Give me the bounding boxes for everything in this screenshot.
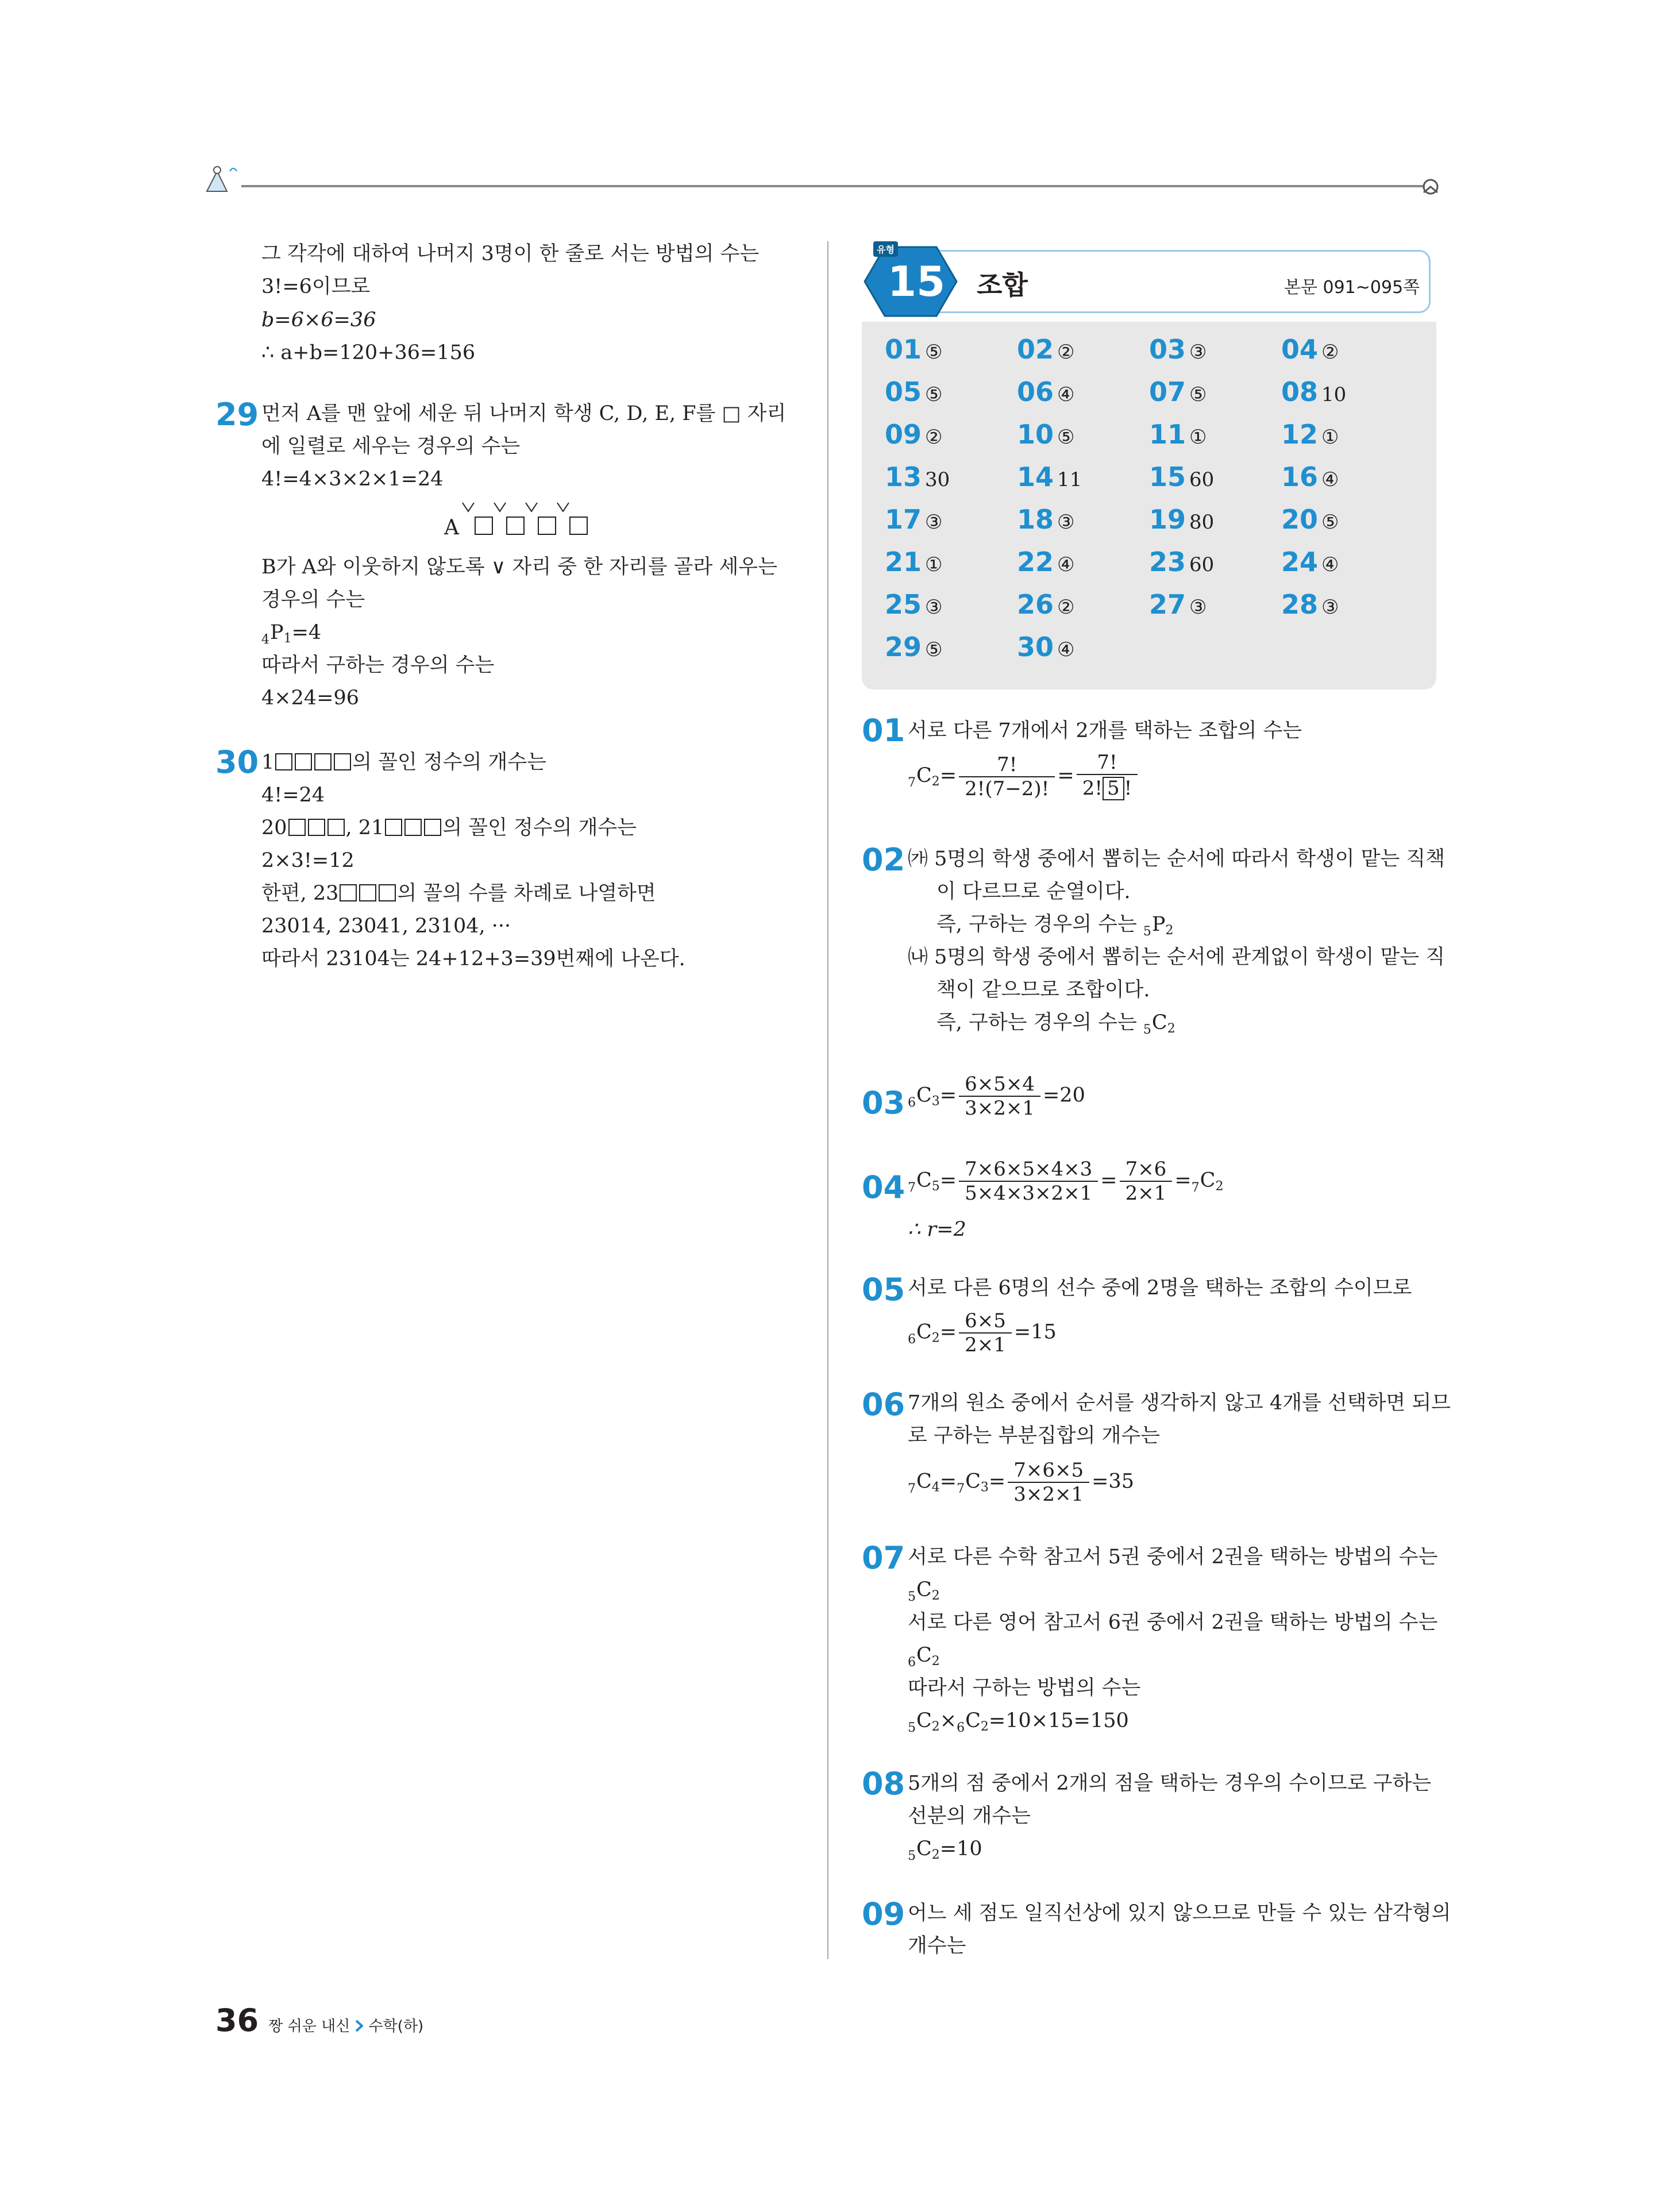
answer-key: 04 xyxy=(1281,334,1319,365)
p30-l3-b: , 21 xyxy=(345,816,384,839)
answer-item-09 xyxy=(885,421,943,448)
cont-line-2: 3!=6이므로 xyxy=(261,275,371,298)
answer-value: ① xyxy=(925,553,943,576)
s08-line-2: 선분의 개수는 xyxy=(908,1805,1031,1828)
s05-n: 6×5 xyxy=(959,1311,1012,1334)
p30-line-6: 23014, 23041, 23104, ··· xyxy=(261,915,511,938)
answer-value: ② xyxy=(1057,596,1075,619)
p29-line-5: 경우의 수는 xyxy=(261,588,365,611)
s04-eq3: = xyxy=(1174,1169,1192,1192)
s07-l4-pre: 6 xyxy=(908,1655,916,1670)
s02-l3-pre: 5 xyxy=(1143,924,1151,939)
p29-arrangement-diagram xyxy=(440,500,623,540)
s02-l6-m: C xyxy=(1151,1011,1167,1034)
answer-item-03 xyxy=(1149,336,1207,363)
s05-d: 2×1 xyxy=(965,1334,1006,1357)
s05-formula xyxy=(908,1311,1436,1355)
s06-sub: 4 xyxy=(931,1480,940,1495)
p30-line-7: 따라서 23104는 24+12+3=39번째에 나온다. xyxy=(261,947,685,970)
answer-value: ④ xyxy=(1321,553,1339,576)
perm-rest: =4 xyxy=(291,621,322,644)
p29-line-7: 따라서 구하는 경우의 수는 xyxy=(261,654,495,677)
answer-value: ⑤ xyxy=(1057,426,1075,449)
s01-blank-answer: 5 xyxy=(1103,777,1124,800)
answer-item-16 xyxy=(1281,461,1339,492)
s03-res: =20 xyxy=(1042,1084,1085,1107)
answer-item-17 xyxy=(885,506,943,533)
footer xyxy=(215,2002,423,2037)
s08-m: C xyxy=(916,1837,932,1860)
answer-key: 16 xyxy=(1281,461,1319,492)
s06-eq: = xyxy=(939,1470,957,1493)
answer-key: 08 xyxy=(1281,376,1319,407)
solution-number-03: 03 xyxy=(862,1085,905,1121)
answer-value: ③ xyxy=(1057,511,1075,534)
s01-c-sub: 2 xyxy=(931,774,940,789)
answer-item-28 xyxy=(1281,591,1339,618)
section-title: 조합 xyxy=(977,269,1028,300)
answer-value: 11 xyxy=(1057,468,1082,491)
answer-key: 24 xyxy=(1281,546,1319,577)
answer-value: ④ xyxy=(1321,468,1339,491)
s05-line-1: 서로 다른 6명의 선수 중에 2명을 택하는 조합의 수이므로 xyxy=(908,1277,1412,1300)
answer-key: 20 xyxy=(1281,504,1319,535)
s01-d2 xyxy=(1077,775,1138,800)
answer-item-04 xyxy=(1281,336,1339,363)
s06-res: =35 xyxy=(1092,1470,1134,1493)
header-rule xyxy=(241,185,1425,187)
answer-item-14 xyxy=(1017,461,1082,492)
p29-line-2: 에 일렬로 세우는 경우의 수는 xyxy=(261,435,521,458)
answer-item-30 xyxy=(1017,631,1075,662)
answer-key: 12 xyxy=(1281,419,1319,450)
s07-line-3: 서로 다른 영어 참고서 6권 중에서 2권을 택하는 방법의 수는 xyxy=(908,1611,1438,1634)
answer-item-06 xyxy=(1017,376,1075,407)
s04-sub2: 2 xyxy=(1215,1179,1224,1194)
answer-item-20 xyxy=(1281,506,1339,533)
s01-formula xyxy=(908,753,1436,800)
answer-item-21 xyxy=(885,546,943,577)
solution-number-08: 08 xyxy=(862,1766,905,1802)
s04-eq: = xyxy=(939,1169,957,1192)
s02-l6-sub: 2 xyxy=(1167,1022,1175,1036)
answer-value: ⑤ xyxy=(925,638,943,661)
s01-eq: = xyxy=(939,764,957,788)
p30-line-3 xyxy=(261,818,796,838)
answer-value: ④ xyxy=(1057,638,1075,661)
answer-item-27 xyxy=(1149,591,1207,618)
answer-value: ③ xyxy=(925,511,943,534)
header-decoration-left xyxy=(201,160,247,200)
p29-line-4: B가 A와 이웃하지 않도록 ∨ 자리 중 한 자리를 골라 세우는 xyxy=(261,556,777,579)
s07-l6-m2: C xyxy=(965,1709,981,1732)
s02-line-4: ㈏ 5명의 학생 중에서 뽑히는 순서에 관계없이 학생이 맡는 직 xyxy=(908,946,1446,969)
s05-pre: 6 xyxy=(908,1332,916,1347)
answer-key: 13 xyxy=(885,461,922,492)
solution-number-02: 02 xyxy=(862,842,905,878)
answer-value: ③ xyxy=(1321,596,1339,619)
answer-value: ① xyxy=(1321,426,1339,449)
problem-number-30: 30 xyxy=(215,744,259,780)
s02-l6-pre: 5 xyxy=(1143,1023,1151,1037)
answer-key: 06 xyxy=(1017,376,1054,407)
p29-line-1: 먼저 A를 맨 앞에 세운 뒤 나머지 학생 C, D, E, F를 □ 자리 xyxy=(261,402,787,425)
p30-line-2: 4!=24 xyxy=(261,784,325,807)
answer-value: ① xyxy=(1189,426,1207,449)
answer-key-panel xyxy=(862,322,1436,689)
s01-d1: 2!(7−2)! xyxy=(965,777,1050,800)
s04-n1: 7×6×5×4×3 xyxy=(959,1159,1098,1182)
answer-key: 02 xyxy=(1017,334,1054,365)
s03-d: 3×2×1 xyxy=(965,1097,1035,1120)
answer-item-05 xyxy=(885,376,943,407)
s06-sub2: 3 xyxy=(980,1480,989,1495)
badge-number: 15 xyxy=(888,257,946,306)
s08-line-3 xyxy=(908,1839,1436,1863)
s06-pre2: 7 xyxy=(957,1481,965,1496)
answer-item-24 xyxy=(1281,546,1339,577)
answer-key: 21 xyxy=(885,546,922,577)
p30-l3-a: 20 xyxy=(261,816,287,839)
cont-line-4: ∴ a+b=120+36=156 xyxy=(261,341,476,364)
s07-l6-pre2: 6 xyxy=(957,1721,965,1735)
answer-item-18 xyxy=(1017,506,1075,533)
s03-formula xyxy=(908,1074,1436,1118)
answer-key: 30 xyxy=(1017,631,1054,662)
answer-key: 27 xyxy=(1149,589,1186,620)
s04-line-2: ∴ r=2 xyxy=(908,1218,966,1241)
s04-eq2: = xyxy=(1100,1169,1117,1192)
p30-l3-c: 의 꼴인 정수의 개수는 xyxy=(442,816,637,839)
section-header xyxy=(862,241,1436,322)
s06-pre: 7 xyxy=(908,1481,916,1496)
p30-line-1 xyxy=(261,753,796,773)
s01-d2c: ! xyxy=(1124,777,1132,800)
s01-frac-1 xyxy=(959,755,1055,799)
s01-eq2: = xyxy=(1057,764,1074,788)
s07-l4-sub: 2 xyxy=(931,1654,940,1668)
s06-eq2: = xyxy=(988,1470,1006,1493)
answer-key: 23 xyxy=(1149,546,1186,577)
s06-n: 7×6×5 xyxy=(1008,1460,1089,1483)
p30-line-4: 2×3!=12 xyxy=(261,849,354,872)
s04-m2: C xyxy=(1200,1169,1216,1192)
answer-value: ⑤ xyxy=(1189,383,1207,406)
answer-value: ⑤ xyxy=(925,341,943,364)
answer-value: ② xyxy=(1057,341,1075,364)
s01-n1: 7! xyxy=(959,755,1055,777)
answer-key: 03 xyxy=(1149,334,1186,365)
solution-number-05: 05 xyxy=(862,1271,905,1308)
s09-line-1: 어느 세 점도 일직선상에 있지 않으므로 만들 수 있는 삼각형의 xyxy=(908,1902,1451,1925)
s02-l3: 즉, 구하는 경우의 수는 xyxy=(936,913,1143,936)
s01-c-pre: 7 xyxy=(908,776,916,791)
s07-l6-m: C xyxy=(916,1709,932,1732)
s07-line-6 xyxy=(908,1711,1436,1735)
answer-item-29 xyxy=(885,631,943,662)
page-number: 36 xyxy=(215,2002,259,2038)
header-ribbon-icon xyxy=(1419,175,1442,198)
s03-sub: 3 xyxy=(931,1094,940,1109)
s03-eq: = xyxy=(939,1084,957,1107)
perm-sub: 1 xyxy=(283,631,292,646)
s07-l2-m: C xyxy=(916,1578,932,1601)
solution-number-01: 01 xyxy=(862,712,905,749)
s07-l4-m: C xyxy=(916,1644,932,1667)
answer-key: 15 xyxy=(1149,461,1186,492)
solution-number-06: 06 xyxy=(862,1386,905,1423)
answer-key: 29 xyxy=(885,631,922,662)
badge-small: 유형 xyxy=(873,241,898,257)
s05-eq: = xyxy=(939,1320,957,1344)
s04-formula xyxy=(908,1159,1436,1203)
s07-line-5: 따라서 구하는 방법의 수는 xyxy=(908,1677,1141,1700)
solution-number-04: 04 xyxy=(862,1169,905,1205)
s03-pre: 6 xyxy=(908,1095,916,1110)
s03-n: 6×5×4 xyxy=(959,1074,1040,1097)
s07-l6-sub: 2 xyxy=(931,1720,940,1734)
s06-frac xyxy=(1008,1460,1089,1504)
s08-pre: 5 xyxy=(908,1849,916,1863)
s02-line-6 xyxy=(936,1013,1465,1036)
s01-line-1: 서로 다른 7개에서 2개를 택하는 조합의 수는 xyxy=(908,719,1302,742)
p30-l5-a: 한편, 23 xyxy=(261,882,339,905)
s08-line-1: 5개의 점 중에서 2개의 점을 택하는 경우의 수이므로 구하는 xyxy=(908,1772,1432,1795)
s03-m: C xyxy=(916,1084,932,1107)
s04-m: C xyxy=(916,1169,932,1192)
s06-line-1: 7개의 원소 중에서 순서를 생각하지 않고 4개를 선택하면 되므 xyxy=(908,1392,1451,1415)
problem-number-29: 29 xyxy=(215,396,259,433)
s02-line-5: 책이 같으므로 조합이다. xyxy=(936,978,1150,1001)
answer-item-11 xyxy=(1149,421,1207,448)
s06-d: 3×2×1 xyxy=(1013,1483,1084,1506)
p29-line-3: 4!=4×3×2×1=24 xyxy=(261,468,444,491)
s07-line-2 xyxy=(908,1580,1436,1604)
answer-key: 26 xyxy=(1017,589,1054,620)
subject-label: 수학(하) xyxy=(368,2018,424,2035)
book-title: 짱 쉬운 내신 xyxy=(268,2018,350,2035)
p30-line-5 xyxy=(261,884,796,904)
answer-value: ③ xyxy=(1189,341,1207,364)
answer-value: 10 xyxy=(1321,383,1347,406)
answer-value: ② xyxy=(925,426,943,449)
answer-value: 80 xyxy=(1189,511,1215,534)
answer-item-26 xyxy=(1017,591,1075,618)
s02-line-3 xyxy=(936,915,1465,938)
p30-l5-b: 의 꼴의 수를 차례로 나열하면 xyxy=(397,882,656,905)
answer-item-22 xyxy=(1017,546,1075,577)
section-ref: 본문 091~095쪽 xyxy=(1284,278,1420,298)
s05-res: =15 xyxy=(1013,1320,1057,1344)
answer-key: 28 xyxy=(1281,589,1319,620)
perm-main: P xyxy=(270,621,284,644)
answer-key: 18 xyxy=(1017,504,1054,535)
answer-item-23 xyxy=(1149,546,1215,577)
s01-n2: 7! xyxy=(1077,753,1138,775)
s04-n2: 7×6 xyxy=(1120,1159,1173,1182)
answer-item-08 xyxy=(1281,376,1347,407)
s01-c: C xyxy=(916,764,932,788)
s07-l6-pre: 5 xyxy=(908,1721,916,1735)
s09-line-2: 개수는 xyxy=(908,1934,966,1957)
s03-frac xyxy=(959,1074,1040,1118)
answer-value: ⑤ xyxy=(1321,511,1339,534)
s05-m: C xyxy=(916,1320,932,1344)
s07-l6-x: × xyxy=(939,1709,957,1732)
column-divider xyxy=(827,241,828,1959)
s04-frac-1 xyxy=(959,1159,1098,1203)
s07-line-4 xyxy=(908,1645,1436,1669)
answer-item-07 xyxy=(1149,376,1207,407)
s05-sub: 2 xyxy=(931,1331,940,1346)
answer-value: ④ xyxy=(1057,553,1075,576)
answer-key: 07 xyxy=(1149,376,1186,407)
s04-d2: 2×1 xyxy=(1125,1182,1167,1205)
s04-pre2: 7 xyxy=(1191,1180,1200,1195)
answer-item-01 xyxy=(885,336,943,363)
s01-d2a: 2! xyxy=(1082,777,1103,800)
s04-sub: 5 xyxy=(931,1179,940,1194)
s02-l3-m: P xyxy=(1151,913,1166,936)
p30-l1-b: 의 꼴인 정수의 개수는 xyxy=(352,751,546,774)
perm-pre: 4 xyxy=(261,633,269,647)
s06-line-2: 로 구하는 부분집합의 개수는 xyxy=(908,1424,1161,1447)
answer-value: 60 xyxy=(1189,468,1215,491)
s01-frac-2 xyxy=(1077,753,1138,800)
s04-pre: 7 xyxy=(908,1180,916,1195)
s07-l2-pre: 5 xyxy=(908,1590,916,1604)
answer-value: 30 xyxy=(925,468,950,491)
s08-sub: 2 xyxy=(931,1848,940,1862)
answer-item-02 xyxy=(1017,336,1075,363)
s02-l6: 즉, 구하는 경우의 수는 xyxy=(936,1011,1143,1034)
s07-l2-sub: 2 xyxy=(931,1589,940,1603)
s06-formula xyxy=(908,1460,1436,1504)
p30-l1-a: 1 xyxy=(261,751,275,774)
s07-l6-rest: =10×15=150 xyxy=(988,1709,1129,1732)
answer-item-19 xyxy=(1149,506,1214,533)
p29-line-8: 4×24=96 xyxy=(261,687,359,710)
answer-value: ③ xyxy=(1189,596,1207,619)
s02-line-1: ㈎ 5명의 학생 중에서 뽑히는 순서에 따라서 학생이 맡는 직책 xyxy=(908,847,1446,870)
solution-number-07: 07 xyxy=(862,1540,905,1576)
s02-line-2: 이 다르므로 순열이다. xyxy=(936,880,1131,903)
answer-key: 14 xyxy=(1017,461,1054,492)
footer-arrow-icon xyxy=(355,2020,363,2032)
answer-key: 17 xyxy=(885,504,922,535)
answer-item-10 xyxy=(1017,421,1075,448)
answer-value: ③ xyxy=(925,596,943,619)
answer-key: 25 xyxy=(885,589,922,620)
p29-line-6 xyxy=(261,623,796,646)
answer-value: 60 xyxy=(1189,553,1215,576)
answer-key: 22 xyxy=(1017,546,1054,577)
s06-m: C xyxy=(916,1470,932,1493)
p29-diagram-a: A xyxy=(444,516,459,539)
s08-rest: =10 xyxy=(939,1837,982,1860)
answer-value: ⑤ xyxy=(925,383,943,406)
answer-key: 01 xyxy=(885,334,922,365)
answer-value: ④ xyxy=(1057,383,1075,406)
solution-number-09: 09 xyxy=(862,1896,905,1932)
answer-item-15 xyxy=(1149,461,1215,492)
s06-m2: C xyxy=(965,1470,981,1493)
cont-line-1: 그 각각에 대하여 나머지 3명이 한 줄로 서는 방법의 수는 xyxy=(261,242,760,265)
answer-key: 10 xyxy=(1017,419,1054,450)
answer-value: ② xyxy=(1321,341,1339,364)
s07-line-1: 서로 다른 수학 참고서 5권 중에서 2권을 택하는 방법의 수는 xyxy=(908,1546,1438,1569)
s05-frac xyxy=(959,1311,1012,1355)
s02-l3-sub: 2 xyxy=(1165,923,1174,938)
answer-item-12 xyxy=(1281,421,1339,448)
s04-frac-2 xyxy=(1120,1159,1173,1203)
answer-key: 05 xyxy=(885,376,922,407)
answer-item-13 xyxy=(885,461,950,492)
s07-l6-sub2: 2 xyxy=(980,1720,989,1734)
answer-key: 19 xyxy=(1149,504,1186,535)
s04-d1: 5×4×3×2×1 xyxy=(965,1182,1093,1205)
answer-item-25 xyxy=(885,591,943,618)
cont-line-3: b=6×6=36 xyxy=(261,309,376,332)
answer-key: 09 xyxy=(885,419,922,450)
answer-key: 11 xyxy=(1149,419,1186,450)
